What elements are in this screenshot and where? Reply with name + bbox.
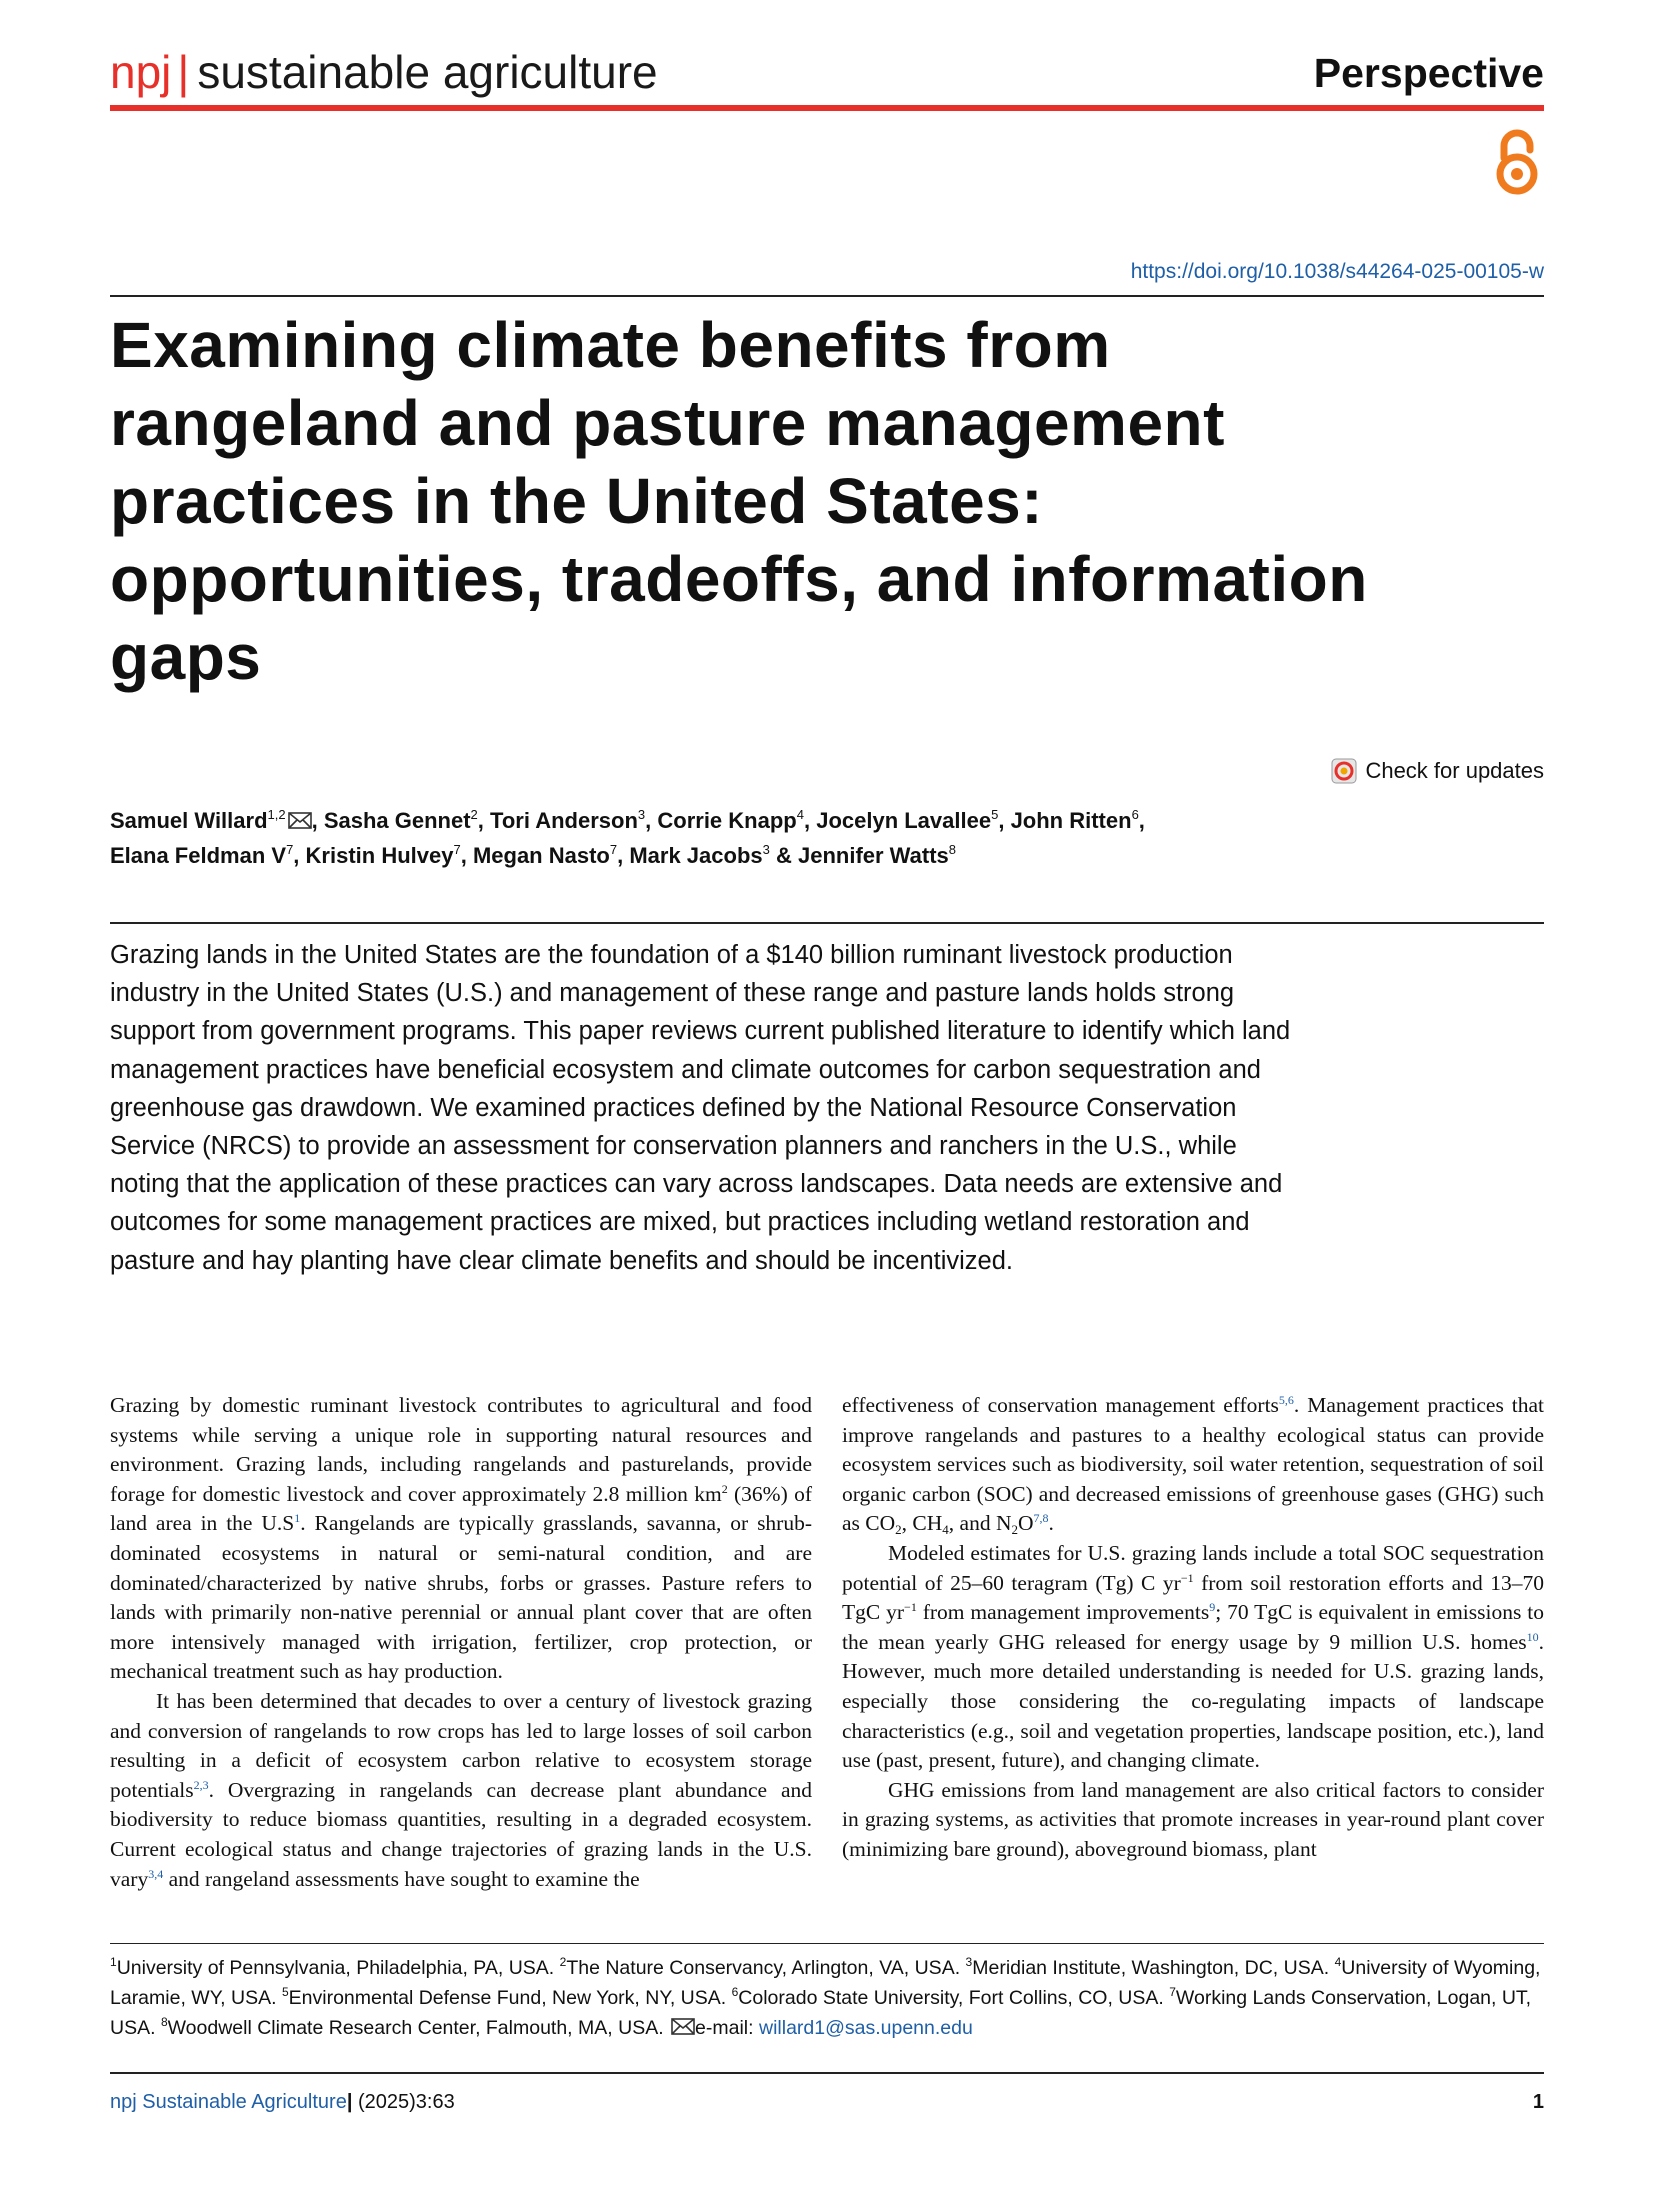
body-text: and rangeland assessments have sought to examine the [163, 1866, 640, 1891]
author-separator: , [1138, 808, 1145, 833]
body-text: It has been determined that decades to over a century of livestock grazing and conversion of rangelands to row crops has led to large losses of soil carbon resulting in a deficit of ecosystem carbon relative to ecosystem storage potentials [110, 1688, 812, 1802]
journal-name [110, 44, 658, 100]
body-text: ; 70 TgC is equivalent in emissions to the mean yearly GHG released for energy usage by 9 million U.S. homes [842, 1600, 1544, 1654]
check-for-updates-button[interactable] [1331, 758, 1544, 784]
author-name: John Ritten [1010, 808, 1132, 833]
author-separator: , [460, 843, 473, 868]
body-text: . However, much more detailed understanding is needed for U.S. grazing lands, especially those considering the co-regulating impacts of landscape characteristics (e.g., soil and vegetation properties, landscape position, etc.), land use (past, present, future), and changing climate. [842, 1629, 1544, 1773]
author-name: Jennifer Watts [797, 843, 949, 868]
author-separator: , [617, 843, 630, 868]
affiliation-number: 5 [281, 1985, 289, 1999]
body-text: Grazing by domestic ruminant livestock contributes to agricultural and food systems while serving a unique role in supporting natural resources and environment. Grazing lands, including rangelands and pasturelands, provide forage for domestic livestock and cover approximately 2.8 million km [110, 1393, 812, 1506]
email-label: e-mail: [695, 2017, 759, 2039]
author-affiliation: 3 [762, 842, 770, 857]
superscript: −1 [904, 1600, 917, 1615]
body-column-right [842, 1391, 1544, 1865]
body-text: O [1017, 1511, 1034, 1536]
author-affiliation: 7 [286, 842, 294, 857]
affiliation-text: The Nature Conservancy, Arlington, VA, USA. [566, 1957, 966, 1979]
body-text: (36%) of land area in the U.S [110, 1481, 812, 1536]
footer-rule [110, 2072, 1544, 2074]
author [306, 843, 461, 868]
citation-ref[interactable]: 9 [1209, 1600, 1216, 1615]
author [1011, 808, 1139, 833]
body-text: . [1048, 1511, 1054, 1536]
author-affiliation: 5 [991, 807, 999, 822]
author-separator: , [998, 808, 1011, 833]
author [473, 843, 617, 868]
affiliation-number: 1 [110, 1955, 117, 1969]
doi-rule [110, 295, 1544, 297]
body-text: . Overgrazing in rangelands can decrease plant abundance and biodiversity to reduce biomass quantities, resulting in a degraded ecosystem. Current ecological status and change trajectories of grazing lands in the U.S. vary [110, 1777, 812, 1891]
affiliation-text: Meridian Institute, Washington, DC, USA. [972, 1957, 1335, 1979]
author-affiliation: 4 [796, 807, 804, 822]
journal-npj: npj [110, 46, 172, 98]
author-affiliation: 8 [948, 842, 956, 857]
body-text: . Management practices that improve rangelands and pastures to a healthy ecological status can provide ecosystem services such as biodiversity, soil water retention, sequestration of soil organic carbon (SOC) and decreased emissions of greenhouse gases (GHG) such as CO [842, 1393, 1544, 1536]
body-text: GHG emissions from land management are also critical factors to consider in grazing systems, as activities that promote increases in year-round plant cover (minimizing bare ground), aboveground biomass, plant [842, 1777, 1544, 1861]
body-text: Modeled estimates for U.S. grazing lands include a total SOC sequestration potential of 25–60 teragram (Tg) C yr [842, 1540, 1544, 1595]
author-name: Jocelyn Lavallee [816, 808, 992, 833]
footer-citation [110, 2091, 455, 2114]
affiliations-rule [110, 1943, 1544, 1944]
citation-ref[interactable]: 5,6 [1278, 1393, 1294, 1407]
abstract-rule [110, 922, 1544, 924]
footer-volume: (2025)3:63 [352, 2091, 455, 2113]
author [816, 808, 998, 833]
affiliations [110, 1953, 1544, 2043]
body-text: , and N [948, 1511, 1012, 1536]
affiliation-number: 8 [160, 2015, 168, 2029]
abstract: Grazing lands in the United States are the foundation of a $140 billion ruminant livestock production industry in the United States (U.S.) and management of these range and pasture lands holds strong support from government programs. This paper reviews current published literature to identify which land management practices have beneficial ecosystem and climate outcomes for carbon sequestration and greenhouse gas drawdown. We examined practices defined by the National Resource Conservation Service (NRCS) to provide an assessment for conservation planners and ranchers in the U.S., while noting that the application of these practices can vary across landscapes. Data needs are extensive and outcomes for some management practices are mixed, but practices including wetland restoration and pasture and hay planting have clear climate benefits and should be incentivized. [110, 941, 1291, 1275]
article-title: Examining climate benefits from rangeland and pasture management practices in the United States: opportunities, tradeoffs, and information gaps [110, 309, 1368, 693]
author [110, 843, 293, 868]
affiliation-number: 7 [1169, 1985, 1176, 1999]
author-name: Tori Anderson [490, 808, 638, 833]
journal-separator: | [177, 46, 190, 98]
subscript: 4 [942, 1522, 949, 1538]
page-number: 1 [1532, 2091, 1544, 2113]
affiliation-text: Colorado State University, Fort Collins, CO, USA. [738, 1987, 1170, 2009]
author-name: Sasha Gennet [323, 808, 471, 833]
body-paragraph [110, 1687, 812, 1894]
author-list [110, 803, 1410, 873]
citation-ref[interactable]: 7,8 [1033, 1511, 1049, 1526]
subscript: 2 [1011, 1522, 1018, 1538]
author-name: Corrie Knapp [657, 808, 797, 833]
affiliation-text: Working Lands Conservation, Logan, UT, USA. [110, 1987, 1532, 2039]
affiliation-text: University of Pennsylvania, Philadelphia, PA, USA. [116, 1957, 560, 1979]
author-separator: , [803, 808, 817, 833]
author-name: Kristin Hulvey [305, 843, 454, 868]
author-separator: , [293, 843, 306, 868]
author [324, 808, 478, 833]
affiliation-text: Environmental Defense Fund, New York, NY, USA. [288, 1987, 732, 2009]
header-rule [110, 105, 1544, 111]
check-updates-label: Check for updates [1365, 758, 1544, 783]
author-name: Samuel Willard [110, 808, 268, 833]
author-separator: & [769, 843, 798, 868]
journal-subtitle: sustainable agriculture [197, 46, 658, 98]
check-updates-icon [1331, 758, 1357, 784]
author-affiliation: 2 [470, 807, 478, 822]
author [657, 808, 804, 833]
author-name: Megan Nasto [472, 843, 610, 868]
author-affiliation: 3 [637, 807, 646, 822]
email-link[interactable]: willard1@sas.upenn.edu [758, 2017, 973, 2039]
body-text: effectiveness of conservation management efforts [842, 1393, 1279, 1417]
author [798, 843, 956, 868]
body-paragraph [110, 1391, 812, 1687]
footer-journal-name[interactable]: npj Sustainable Agriculture [110, 2091, 347, 2113]
doi-link[interactable]: https://doi.org/10.1038/s44264-025-00105-w [1130, 260, 1544, 283]
author [110, 808, 312, 833]
affiliation-number: 3 [965, 1955, 973, 1969]
affiliation-text: University of Wyoming, Laramie, WY, USA. [110, 1957, 1541, 2009]
footer-separator: | [346, 2091, 353, 2113]
body-text: , CH [901, 1511, 943, 1536]
citation-ref[interactable]: 3,4 [148, 1866, 164, 1881]
affiliation-number: 2 [559, 1955, 567, 1969]
article-type: Perspective [1313, 50, 1544, 96]
author-affiliation: 6 [1131, 807, 1139, 822]
body-column-left [110, 1391, 812, 1894]
superscript: −1 [1180, 1570, 1194, 1585]
body-paragraph [842, 1539, 1544, 1776]
email-icon [671, 2018, 695, 2035]
body-text: from soil restoration efforts and 13–70 TgC yr [842, 1570, 1544, 1625]
author-affiliation: 7 [453, 842, 461, 857]
author-name: Elana Feldman V [110, 843, 287, 868]
author-separator: , [645, 808, 658, 833]
author-separator: , [477, 808, 491, 833]
body-paragraph [842, 1776, 1544, 1865]
author-affiliation: 7 [609, 842, 618, 857]
email-icon[interactable] [288, 812, 312, 829]
author-name: Mark Jacobs [629, 843, 763, 868]
affiliation-number: 4 [1334, 1955, 1342, 1969]
body-text: from management improvements [916, 1600, 1210, 1625]
citation-ref[interactable]: 1 [294, 1511, 301, 1526]
citation-ref[interactable]: 2,3 [193, 1777, 209, 1792]
body-text: . Rangelands are typically grasslands, savanna, or shrub-dominated ecosystems in natural or semi-natural condition, and are dominated/characterized by native shrubs, forbs or grasses. Pasture refers to lands with primarily non-native perennial or annual plant cover that are often more intensively managed with irrigation, fertilizer, crop protection, or mechanical treatment such as hay production. [110, 1511, 813, 1684]
affiliation-number: 6 [731, 1985, 739, 1999]
author-separator: , [311, 808, 324, 833]
citation-ref[interactable]: 10 [1526, 1629, 1539, 1644]
author-affiliation: 1,2 [267, 807, 286, 822]
author [490, 808, 645, 833]
superscript: 2 [721, 1481, 728, 1496]
body-paragraph [842, 1391, 1544, 1539]
subscript: 2 [895, 1522, 902, 1538]
affiliation-text: Woodwell Climate Research Center, Falmouth, MA, USA. [167, 2017, 670, 2039]
open-access-icon[interactable] [1490, 128, 1544, 196]
author [629, 843, 770, 868]
